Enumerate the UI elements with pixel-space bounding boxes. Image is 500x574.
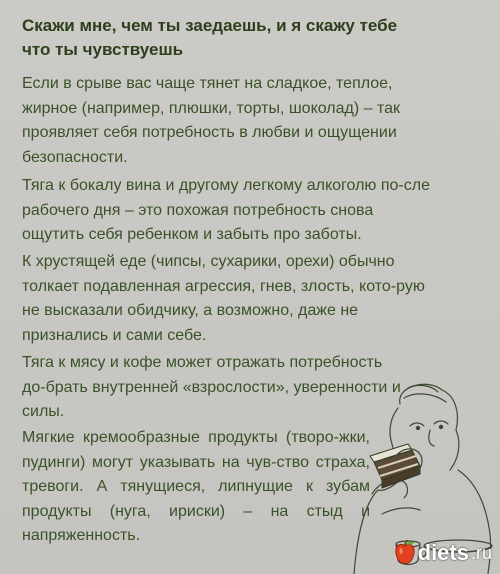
watermark-tld: .ru [470, 542, 492, 563]
article-title [22, 14, 482, 62]
paragraph-crunchy-food: К хрустящей еде (чипсы, сухарики, орехи) обычно толкает подавленная агрессия, гнев, злость, кото-рую не высказали обидчику, а возможно, даже не признались и сами себе. [22, 253, 425, 344]
article-title-line-1: Скажи мне, чем ты заедаешь, и я скажу тебе [22, 16, 398, 35]
paragraph-alcohol: Тяга к бокалу вина и другому легкому алкоголю по-сле рабочего дня – это похожая потребность снова ощутить себя ребенком и забыть про заботы. [22, 177, 430, 243]
watermark-brand: diets [417, 540, 469, 565]
paragraph-creamy-food: Мягкие кремообразные продукты (творо-жки, пудинги) могут указывать на чув-ство страха, тревоги. А тянущиеся, липнущие к зубам продукты (нуга, ириски) – на стыд и напряженность. [22, 429, 370, 544]
diets-ru-watermark [394, 540, 492, 566]
apple-icon [394, 540, 416, 566]
paragraph-sweet-food: Если в срыве вас чаще тянет на сладкое, теплое, жирное (например, плюшки, торты, шоколад) – так проявляет себя потребность в любви и ощущении безопасности. [22, 75, 401, 166]
paragraph-meat-coffee: Тяга к мясу и кофе может отражать потребность до-брать внутренней «взрослости», уверенности и силы. [22, 354, 401, 420]
article-title-line-2: что ты чувствуешь [22, 40, 184, 59]
